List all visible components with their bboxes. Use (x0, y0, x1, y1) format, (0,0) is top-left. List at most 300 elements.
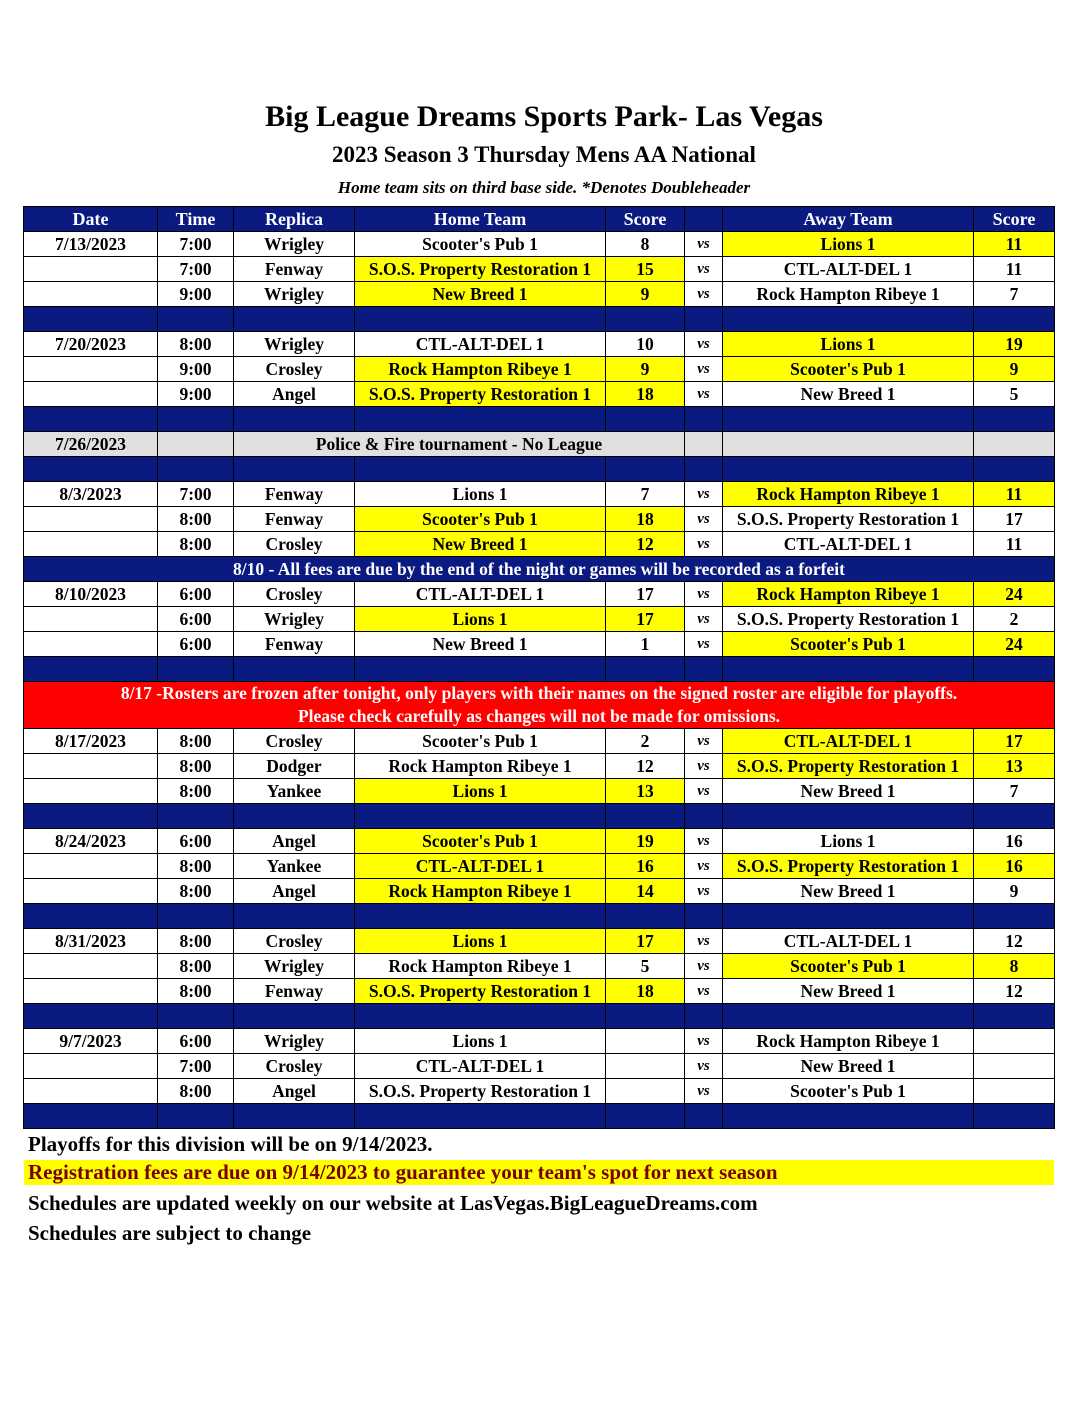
spacer-cell (355, 307, 606, 332)
spacer-cell (24, 1104, 158, 1129)
away-score-cell (974, 1029, 1055, 1054)
home-score-cell: 5 (606, 954, 685, 979)
away-team-cell: Rock Hampton Ribeye 1 (723, 482, 974, 507)
away-team-cell: New Breed 1 (723, 879, 974, 904)
away-score-cell: 7 (974, 282, 1055, 307)
date-cell (24, 632, 158, 657)
home-score-cell: 18 (606, 507, 685, 532)
spacer-cell (723, 307, 974, 332)
away-team-cell: S.O.S. Property Restoration 1 (723, 754, 974, 779)
vs-cell: vs (685, 282, 723, 307)
home-score-cell: 18 (606, 382, 685, 407)
change-note: Schedules are subject to change (28, 1221, 312, 1245)
vs-cell: vs (685, 979, 723, 1004)
home-team-cell: Rock Hampton Ribeye 1 (355, 357, 606, 382)
away-score-cell: 2 (974, 607, 1055, 632)
spacer-cell (234, 307, 355, 332)
game-row (24, 332, 1055, 357)
spacer-cell (606, 457, 685, 482)
vs-cell: vs (685, 1079, 723, 1104)
away-team-cell: Lions 1 (723, 232, 974, 257)
vs-cell: vs (685, 507, 723, 532)
game-row (24, 607, 1055, 632)
vs-cell: vs (685, 779, 723, 804)
vs-cell: vs (685, 607, 723, 632)
col-header-home-team: Home Team (355, 207, 606, 232)
away-score-cell: 24 (974, 632, 1055, 657)
away-team-cell: New Breed 1 (723, 779, 974, 804)
home-team-cell: Scooter's Pub 1 (355, 232, 606, 257)
table-header-row (24, 207, 1055, 232)
home-team-cell: Lions 1 (355, 779, 606, 804)
spacer-cell (723, 457, 974, 482)
game-row (24, 1079, 1055, 1104)
spacer-row (24, 904, 1055, 929)
spacer-cell (974, 407, 1055, 432)
time-cell: 8:00 (158, 929, 234, 954)
date-cell (24, 779, 158, 804)
spacer-cell (723, 804, 974, 829)
spacer-cell (723, 1004, 974, 1029)
spacer-cell (355, 1004, 606, 1029)
spacer-cell (606, 904, 685, 929)
spacer-cell (355, 407, 606, 432)
away-score-cell: 12 (974, 929, 1055, 954)
vs-cell: vs (685, 854, 723, 879)
vs-cell: vs (685, 729, 723, 754)
home-team-cell: CTL-ALT-DEL 1 (355, 854, 606, 879)
game-row (24, 632, 1055, 657)
vs-cell: vs (685, 382, 723, 407)
game-row (24, 879, 1055, 904)
roster-notice-row (24, 682, 1055, 729)
home-score-cell: 17 (606, 582, 685, 607)
spacer-cell (355, 904, 606, 929)
time-cell: 8:00 (158, 854, 234, 879)
replica-field-cell: Yankee (234, 779, 355, 804)
vs-cell: vs (685, 829, 723, 854)
spacer-cell (158, 904, 234, 929)
home-team-cell: Scooter's Pub 1 (355, 729, 606, 754)
time-cell: 7:00 (158, 257, 234, 282)
vs-cell: vs (685, 632, 723, 657)
away-team-cell: S.O.S. Property Restoration 1 (723, 854, 974, 879)
date-cell: 7/13/2023 (24, 232, 158, 257)
spacer-cell (606, 407, 685, 432)
away-team-cell: Scooter's Pub 1 (723, 357, 974, 382)
home-score-cell: 12 (606, 754, 685, 779)
home-score-cell (606, 1079, 685, 1104)
vs-cell: vs (685, 1029, 723, 1054)
home-team-cell: Lions 1 (355, 482, 606, 507)
spacer-row (24, 1004, 1055, 1029)
date-cell (24, 357, 158, 382)
time-cell: 8:00 (158, 779, 234, 804)
replica-field-cell: Wrigley (234, 332, 355, 357)
spacer-cell (24, 407, 158, 432)
time-cell: 9:00 (158, 282, 234, 307)
time-cell: 6:00 (158, 829, 234, 854)
spacer-cell (158, 457, 234, 482)
spacer-cell (974, 1104, 1055, 1129)
home-score-cell: 16 (606, 854, 685, 879)
time-cell: 8:00 (158, 532, 234, 557)
fees-notice-text: 8/10 - All fees are due by the end of the night or games will be recorded as a forfeit (24, 557, 1055, 582)
away-score-cell: 11 (974, 257, 1055, 282)
time-cell: 7:00 (158, 482, 234, 507)
vs-cell (685, 432, 723, 457)
spacer-cell (974, 904, 1055, 929)
replica-field-cell: Fenway (234, 632, 355, 657)
spacer-cell (685, 804, 723, 829)
time-cell: 8:00 (158, 1079, 234, 1104)
away-team-cell: New Breed 1 (723, 382, 974, 407)
game-row (24, 779, 1055, 804)
replica-field-cell: Angel (234, 879, 355, 904)
time-cell: 6:00 (158, 632, 234, 657)
spacer-cell (234, 1104, 355, 1129)
away-team-cell: CTL-ALT-DEL 1 (723, 257, 974, 282)
away-score-cell: 11 (974, 482, 1055, 507)
game-row (24, 232, 1055, 257)
col-header-away-team: Away Team (723, 207, 974, 232)
home-team-cell: S.O.S. Property Restoration 1 (355, 1079, 606, 1104)
away-score-cell: 5 (974, 382, 1055, 407)
spacer-cell (723, 407, 974, 432)
home-score-cell: 12 (606, 532, 685, 557)
spacer-cell (606, 307, 685, 332)
vs-cell: vs (685, 754, 723, 779)
home-score-cell: 9 (606, 282, 685, 307)
spacer-cell (355, 1104, 606, 1129)
date-cell: 8/24/2023 (24, 829, 158, 854)
home-team-cell: Lions 1 (355, 929, 606, 954)
away-score-cell: 11 (974, 532, 1055, 557)
away-team-cell: Rock Hampton Ribeye 1 (723, 582, 974, 607)
spacer-cell (158, 1104, 234, 1129)
vs-cell: vs (685, 879, 723, 904)
home-score-cell: 8 (606, 232, 685, 257)
away-team-cell: CTL-ALT-DEL 1 (723, 729, 974, 754)
date-cell (24, 954, 158, 979)
game-row (24, 582, 1055, 607)
game-row (24, 382, 1055, 407)
home-team-cell: S.O.S. Property Restoration 1 (355, 257, 606, 282)
home-score-cell: 15 (606, 257, 685, 282)
replica-field-cell: Wrigley (234, 607, 355, 632)
away-score-cell: 9 (974, 879, 1055, 904)
time-cell: 8:00 (158, 954, 234, 979)
vs-cell: vs (685, 929, 723, 954)
away-score-cell: 7 (974, 779, 1055, 804)
playoffs-note: Playoffs for this division will be on 9/14/2023. (28, 1132, 433, 1156)
away-team-cell: Scooter's Pub 1 (723, 954, 974, 979)
date-cell (24, 1054, 158, 1079)
spacer-cell (606, 1004, 685, 1029)
spacer-cell (24, 307, 158, 332)
spacer-cell (24, 904, 158, 929)
home-score-cell: 10 (606, 332, 685, 357)
home-team-cell: New Breed 1 (355, 532, 606, 557)
away-team-cell: CTL-ALT-DEL 1 (723, 929, 974, 954)
home-team-cell: Lions 1 (355, 607, 606, 632)
spacer-cell (355, 457, 606, 482)
time-cell: 6:00 (158, 582, 234, 607)
vs-cell: vs (685, 232, 723, 257)
col-header-away-score: Score (974, 207, 1055, 232)
spacer-cell (685, 457, 723, 482)
spacer-row (24, 457, 1055, 482)
home-team-cell: S.O.S. Property Restoration 1 (355, 979, 606, 1004)
spacer-cell (158, 804, 234, 829)
away-team-cell: Rock Hampton Ribeye 1 (723, 282, 974, 307)
no-league-row (24, 432, 1055, 457)
replica-field-cell: Crosley (234, 729, 355, 754)
replica-field-cell: Angel (234, 829, 355, 854)
schedule-note: Home team sits on third base side. *Denotes Doubleheader (337, 178, 751, 197)
game-row (24, 507, 1055, 532)
replica-field-cell: Dodger (234, 754, 355, 779)
spacer-cell (234, 457, 355, 482)
date-cell: 7/26/2023 (24, 432, 158, 457)
spacer-cell (234, 407, 355, 432)
home-team-cell: S.O.S. Property Restoration 1 (355, 382, 606, 407)
home-score-cell: 18 (606, 979, 685, 1004)
away-team-cell: S.O.S. Property Restoration 1 (723, 607, 974, 632)
spacer-cell (974, 657, 1055, 682)
away-score-cell: 9 (974, 357, 1055, 382)
replica-field-cell: Wrigley (234, 282, 355, 307)
page-subtitle: 2023 Season 3 Thursday Mens AA National (332, 142, 756, 167)
spacer-cell (234, 804, 355, 829)
away-team-cell: New Breed 1 (723, 979, 974, 1004)
date-cell (24, 282, 158, 307)
home-score-cell: 7 (606, 482, 685, 507)
time-cell: 8:00 (158, 729, 234, 754)
date-cell (24, 979, 158, 1004)
vs-cell: vs (685, 482, 723, 507)
spacer-cell (158, 407, 234, 432)
home-team-cell: Rock Hampton Ribeye 1 (355, 954, 606, 979)
spacer-cell (723, 904, 974, 929)
away-score-cell: 13 (974, 754, 1055, 779)
game-row (24, 482, 1055, 507)
away-score-cell (974, 1054, 1055, 1079)
away-score-cell: 24 (974, 582, 1055, 607)
home-team-cell: Lions 1 (355, 1029, 606, 1054)
spacer-cell (685, 904, 723, 929)
home-score-cell: 19 (606, 829, 685, 854)
time-cell (158, 432, 234, 457)
replica-field-cell: Fenway (234, 507, 355, 532)
game-row (24, 854, 1055, 879)
replica-field-cell: Crosley (234, 532, 355, 557)
spacer-row (24, 1104, 1055, 1129)
home-team-cell: CTL-ALT-DEL 1 (355, 582, 606, 607)
replica-field-cell: Yankee (234, 854, 355, 879)
date-cell: 8/31/2023 (24, 929, 158, 954)
spacer-cell (606, 1104, 685, 1129)
vs-cell: vs (685, 954, 723, 979)
spacer-cell (24, 657, 158, 682)
home-team-cell: CTL-ALT-DEL 1 (355, 1054, 606, 1079)
spacer-cell (685, 1104, 723, 1129)
spacer-cell (158, 657, 234, 682)
spacer-cell (974, 1004, 1055, 1029)
col-header-home-score: Score (606, 207, 685, 232)
time-cell: 8:00 (158, 332, 234, 357)
registration-note: Registration fees are due on 9/14/2023 to guarantee your team's spot for next season (24, 1160, 1054, 1185)
home-score-cell: 13 (606, 779, 685, 804)
game-row (24, 754, 1055, 779)
replica-field-cell: Fenway (234, 257, 355, 282)
away-team-cell: Lions 1 (723, 332, 974, 357)
spacer-row (24, 407, 1055, 432)
game-row (24, 954, 1055, 979)
game-row (24, 1029, 1055, 1054)
away-team-cell: Scooter's Pub 1 (723, 632, 974, 657)
spacer-cell (685, 657, 723, 682)
away-team-cell: CTL-ALT-DEL 1 (723, 532, 974, 557)
spacer-cell (234, 904, 355, 929)
home-score-cell (606, 1054, 685, 1079)
spacer-row (24, 657, 1055, 682)
home-team-cell: CTL-ALT-DEL 1 (355, 332, 606, 357)
away-score-cell: 16 (974, 854, 1055, 879)
col-header-vs (685, 207, 723, 232)
away-score-cell: 17 (974, 507, 1055, 532)
replica-field-cell: Wrigley (234, 1029, 355, 1054)
date-cell (24, 507, 158, 532)
replica-field-cell: Crosley (234, 929, 355, 954)
away-score-cell: 16 (974, 829, 1055, 854)
date-cell (24, 257, 158, 282)
away-team-cell: S.O.S. Property Restoration 1 (723, 507, 974, 532)
spacer-cell (685, 307, 723, 332)
home-score-cell: 9 (606, 357, 685, 382)
home-team-cell: New Breed 1 (355, 282, 606, 307)
spacer-cell (355, 804, 606, 829)
time-cell: 9:00 (158, 357, 234, 382)
date-cell (24, 879, 158, 904)
date-cell: 8/17/2023 (24, 729, 158, 754)
game-row (24, 979, 1055, 1004)
away-team-cell: New Breed 1 (723, 1054, 974, 1079)
away-score-cell: 12 (974, 979, 1055, 1004)
date-cell (24, 854, 158, 879)
date-cell: 8/3/2023 (24, 482, 158, 507)
spacer-cell (158, 307, 234, 332)
col-header-replica: Replica (234, 207, 355, 232)
date-cell (24, 754, 158, 779)
time-cell: 9:00 (158, 382, 234, 407)
game-row (24, 257, 1055, 282)
game-row (24, 282, 1055, 307)
home-score-cell (606, 1029, 685, 1054)
away-team-cell: Lions 1 (723, 829, 974, 854)
home-team-cell: Rock Hampton Ribeye 1 (355, 879, 606, 904)
roster-notice-line-1: 8/17 -Rosters are frozen after tonight, only players with their names on the signed roster are eligible for playoffs. (120, 683, 958, 703)
spacer-cell (606, 657, 685, 682)
vs-cell: vs (685, 582, 723, 607)
spacer-row (24, 307, 1055, 332)
time-cell: 7:00 (158, 1054, 234, 1079)
replica-field-cell: Angel (234, 1079, 355, 1104)
col-header-time: Time (158, 207, 234, 232)
spacer-row (24, 804, 1055, 829)
spacer-cell (685, 1004, 723, 1029)
date-cell (24, 1079, 158, 1104)
time-cell: 8:00 (158, 979, 234, 1004)
away-score-cell: 17 (974, 729, 1055, 754)
game-row (24, 1054, 1055, 1079)
date-cell: 8/10/2023 (24, 582, 158, 607)
spacer-cell (974, 804, 1055, 829)
time-cell: 8:00 (158, 879, 234, 904)
col-header-date: Date (24, 207, 158, 232)
replica-field-cell: Crosley (234, 582, 355, 607)
spacer-cell (685, 407, 723, 432)
home-score-cell: 17 (606, 607, 685, 632)
vs-cell: vs (685, 357, 723, 382)
replica-field-cell: Crosley (234, 1054, 355, 1079)
spacer-cell (234, 1004, 355, 1029)
spacer-cell (974, 307, 1055, 332)
spacer-cell (723, 657, 974, 682)
spacer-cell (158, 1004, 234, 1029)
page-title: Big League Dreams Sports Park- Las Vegas (265, 100, 823, 133)
spacer-cell (24, 804, 158, 829)
vs-cell: vs (685, 257, 723, 282)
spacer-cell (355, 657, 606, 682)
spacer-cell (723, 1104, 974, 1129)
date-cell (24, 532, 158, 557)
vs-cell: vs (685, 1054, 723, 1079)
replica-field-cell: Wrigley (234, 232, 355, 257)
game-row (24, 532, 1055, 557)
roster-notice-line-2: Please check carefully as changes will not be made for omissions. (297, 706, 781, 726)
away-score-cell: 8 (974, 954, 1055, 979)
replica-field-cell: Fenway (234, 979, 355, 1004)
date-cell: 9/7/2023 (24, 1029, 158, 1054)
spacer-cell (974, 457, 1055, 482)
home-team-cell: Rock Hampton Ribeye 1 (355, 754, 606, 779)
date-cell: 7/20/2023 (24, 332, 158, 357)
game-row (24, 929, 1055, 954)
away-score-cell: 11 (974, 232, 1055, 257)
away-team-cell (723, 432, 974, 457)
away-team-cell: Scooter's Pub 1 (723, 1079, 974, 1104)
time-cell: 6:00 (158, 607, 234, 632)
replica-field-cell: Angel (234, 382, 355, 407)
replica-field-cell: Crosley (234, 357, 355, 382)
roster-notice (24, 682, 1055, 729)
home-team-cell: Scooter's Pub 1 (355, 829, 606, 854)
away-score-cell (974, 1079, 1055, 1104)
vs-cell: vs (685, 332, 723, 357)
home-score-cell: 17 (606, 929, 685, 954)
away-score-cell (974, 432, 1055, 457)
game-row (24, 729, 1055, 754)
time-cell: 7:00 (158, 232, 234, 257)
date-cell (24, 607, 158, 632)
date-cell (24, 382, 158, 407)
away-team-cell: Rock Hampton Ribeye 1 (723, 1029, 974, 1054)
time-cell: 8:00 (158, 507, 234, 532)
spacer-cell (234, 657, 355, 682)
vs-cell: vs (685, 532, 723, 557)
time-cell: 6:00 (158, 1029, 234, 1054)
